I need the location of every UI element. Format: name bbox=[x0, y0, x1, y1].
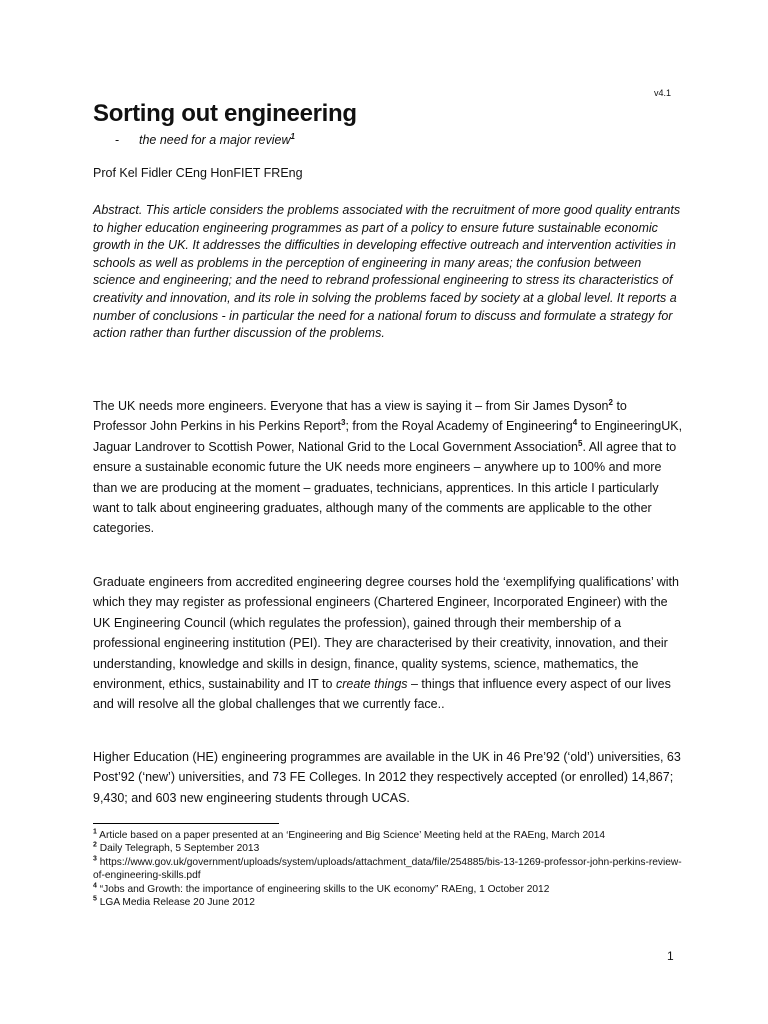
body-paragraph-2 bbox=[93, 572, 683, 715]
footnote-ref-5[interactable]: 5 bbox=[578, 438, 583, 448]
footnote-3 bbox=[93, 856, 683, 883]
para2-text-a: Graduate engineers from accredited engineering degree courses hold the ‘exemplifying qualifications’ with which they may register as professional engineers (Chartered Engineer, Incorporated Engineer) with the UK Engineering Council (which regulates the profession), gained through their membership of a professional engineering institution (PEI). They are characterised by their creativity, innovation, and their understanding, knowledge and skills in design, finance, quality systems, science, mathematics, the environment, ethics, sustainability and IT to bbox=[93, 575, 679, 692]
para2-emphasis: create things bbox=[335, 677, 408, 692]
page-number: 1 bbox=[667, 949, 674, 963]
footnote-divider bbox=[93, 823, 279, 824]
footnote-number: 4 bbox=[93, 882, 97, 890]
footnote-2 bbox=[93, 842, 683, 855]
subtitle-dash: - bbox=[115, 133, 120, 147]
author-line: Prof Kel Fidler CEng HonFIET FREng bbox=[93, 166, 303, 180]
body-paragraph-3: Higher Education (HE) engineering programmes are available in the UK in 46 Pre’92 (‘old’) universities, 63 Post’92 (‘new’) universities, and 73 FE Colleges. In 2012 they respectively accepted (or enrolled) 14,867; 9,430; and 603 new engineering students through UCAS. bbox=[93, 750, 681, 805]
version-label: v4.1 bbox=[654, 88, 672, 98]
para1-text-e: . All agree that to ensure a sustainable economic future the UK needs more engineers – anywhere up to 100% and more than we are producing at the moment – graduates, technicians, apprentices. In this article I particularly want to talk about engineering graduates, although many of the comments are applicable to the other categories. bbox=[93, 439, 677, 536]
footnote-ref-2[interactable]: 2 bbox=[608, 397, 613, 407]
body-paragraph-1 bbox=[93, 396, 683, 539]
footnote-text: Daily Telegraph, 5 September 2013 bbox=[96, 843, 260, 855]
para1-text-c: ; from the Royal Academy of Engineering bbox=[345, 419, 573, 434]
footnote-4 bbox=[93, 883, 683, 896]
footnote-number: 3 bbox=[93, 855, 97, 863]
abstract: Abstract. This article considers the problems associated with the recruitment of more good quality entrants to higher education engineering programmes as part of a policy to ensure future sustainable economic growth in the UK. It addresses the difficulties in developing effective outreach and intervention activities in schools as well as problems in the perception of engineering in many areas; the confusion between science and engineering; and the need to rebrand professional engineering to stress its characteristics of creativity and innovation, and its role in solving the problems faced by society at a global level. It reports a number of conclusions - in particular the need for a national forum to discuss and formulate a strategy for action rather than further discussion of the problems. bbox=[93, 203, 681, 341]
footnote-5 bbox=[93, 896, 683, 909]
footnote-number: 1 bbox=[93, 828, 97, 836]
para1-text-a: The UK needs more engineers. Everyone that has a view is saying it – from Sir James Dyson bbox=[93, 399, 609, 413]
document-subtitle bbox=[115, 133, 295, 147]
footnote-number: 2 bbox=[93, 842, 97, 850]
footnote-number: 5 bbox=[93, 895, 97, 903]
document-title: Sorting out engineering bbox=[93, 100, 357, 127]
footnote-ref-3[interactable]: 3 bbox=[341, 418, 346, 428]
footnote-ref-1[interactable]: 1 bbox=[290, 131, 295, 141]
footnote-link[interactable]: https://www.gov.uk/government/uploads/system/uploads/attachment_data/file/254885/bis-13-1269-professor-john-perkins-review-of-engineering-skills.pdf bbox=[93, 856, 682, 882]
para1-text-b: to Professor John Perkins in his Perkins Report bbox=[93, 399, 627, 434]
footnote-text: Article based on a paper presented at an ‘Engineering and Big Science’ Meeting held at the RAEng, March 2014 bbox=[96, 830, 606, 841]
footnote-text: “Jobs and Growth: the importance of engineering skills to the UK economy” RAEng, 1 October 2012 bbox=[96, 883, 550, 895]
footnote-text: LGA Media Release 20 June 2012 bbox=[96, 897, 255, 909]
subtitle-text: the need for a major review bbox=[139, 133, 291, 147]
footnote-ref-4[interactable]: 4 bbox=[572, 418, 578, 428]
para2-text-b: – things that influence every aspect of our lives and will resolve all the global challenges that we currently face.. bbox=[93, 677, 671, 712]
para1-text-d: to EngineeringUK, Jaguar Landrover to Scottish Power, National Grid to the Local Government Association bbox=[93, 419, 683, 454]
footnote-1 bbox=[93, 829, 683, 842]
footnotes bbox=[93, 829, 683, 909]
